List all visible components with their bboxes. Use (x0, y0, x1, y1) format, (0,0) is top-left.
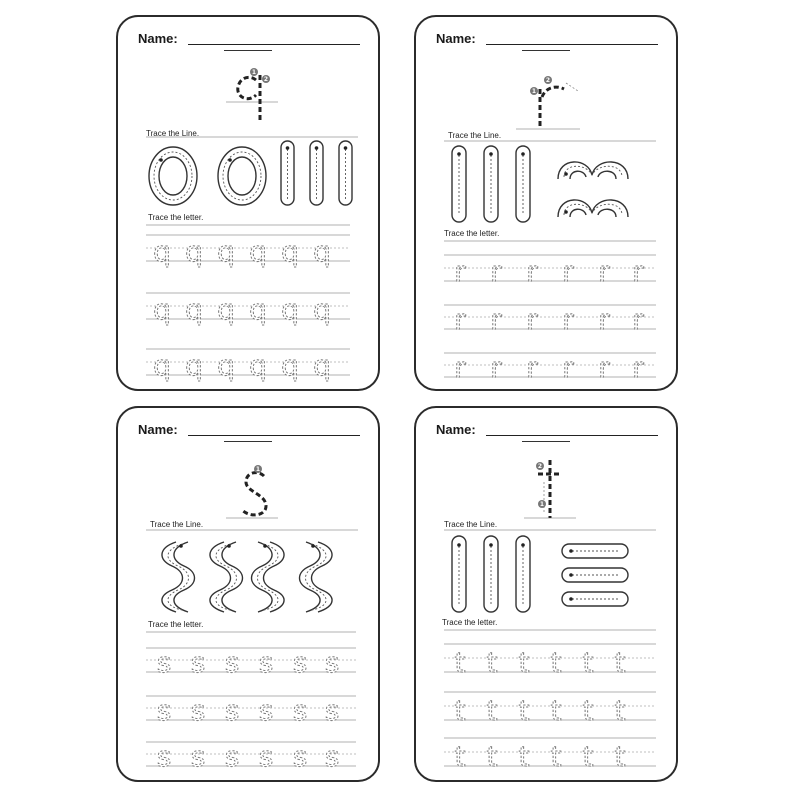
trace-letter[interactable]: s (324, 646, 340, 679)
trace-vertical-line[interactable] (281, 141, 294, 205)
worksheet-r-art (416, 17, 678, 391)
trace-letter[interactable]: q (313, 293, 331, 326)
worksheet-t-art (416, 408, 678, 782)
trace-letter[interactable]: s (324, 740, 340, 773)
trace-letter[interactable]: s (156, 694, 172, 727)
trace-letter[interactable]: s (324, 694, 340, 727)
trace-letter[interactable]: t (582, 646, 594, 679)
trace-letter[interactable]: s (292, 646, 308, 679)
trace-letter[interactable]: t (550, 740, 562, 773)
practice-row[interactable] (146, 694, 356, 727)
trace-letter[interactable]: t (454, 694, 466, 727)
trace-letter[interactable]: r (598, 303, 610, 336)
trace-letter[interactable]: q (185, 293, 203, 326)
trace-vertical-line[interactable] (484, 146, 498, 222)
practice-row[interactable] (444, 692, 656, 727)
trace-letter[interactable]: t (486, 740, 498, 773)
trace-line-label: Trace the Line. (448, 131, 502, 140)
demo-letter-s (226, 465, 278, 518)
trace-vertical-line[interactable] (452, 536, 466, 612)
step-number: 2 (263, 76, 269, 83)
practice-row[interactable] (444, 303, 656, 336)
trace-letter[interactable]: q (313, 235, 331, 268)
trace-letter[interactable]: r (562, 255, 574, 288)
name-label: Name: (436, 31, 476, 46)
trace-letter[interactable]: q (249, 235, 267, 268)
trace-vertical-line[interactable] (339, 141, 352, 205)
trace-horizontal-line[interactable] (562, 568, 628, 582)
trace-letter[interactable]: q (217, 235, 235, 268)
trace-arch-line[interactable] (558, 200, 628, 217)
trace-letter[interactable]: t (614, 740, 626, 773)
trace-letter[interactable]: r (562, 351, 574, 384)
trace-wavy-line[interactable] (300, 542, 333, 612)
trace-vertical-line[interactable] (516, 536, 530, 612)
trace-letter-label: Trace the letter. (148, 213, 204, 222)
trace-wavy-line[interactable] (210, 542, 243, 612)
trace-line-label: Trace the Line. (150, 520, 204, 529)
practice-row[interactable] (444, 738, 656, 773)
step-number: 1 (539, 501, 545, 508)
trace-line-label: Trace the Line. (444, 520, 498, 529)
step-number: 2 (545, 77, 551, 84)
trace-letter[interactable]: r (490, 351, 502, 384)
practice-row[interactable] (146, 740, 356, 773)
trace-letter[interactable]: s (156, 740, 172, 773)
trace-letter[interactable]: s (258, 694, 274, 727)
trace-letter[interactable]: r (632, 255, 644, 288)
practice-row[interactable] (146, 235, 350, 268)
trace-letter[interactable]: s (224, 694, 240, 727)
trace-horizontal-line[interactable] (562, 544, 628, 558)
trace-letter[interactable]: t (614, 646, 626, 679)
trace-letter[interactable]: r (490, 303, 502, 336)
trace-letter[interactable]: r (454, 303, 466, 336)
trace-letter[interactable]: t (486, 646, 498, 679)
trace-wavy-line[interactable] (252, 542, 285, 612)
practice-row[interactable] (146, 646, 356, 679)
trace-letter[interactable]: r (526, 303, 538, 336)
practice-row[interactable] (444, 351, 656, 384)
trace-letter[interactable]: t (518, 740, 530, 773)
trace-letter[interactable]: r (454, 351, 466, 384)
trace-letter[interactable]: t (454, 740, 466, 773)
practice-row[interactable] (146, 349, 350, 382)
step-number: 1 (255, 466, 261, 473)
trace-letter-label: Trace the letter. (444, 229, 500, 238)
demo-letter-t (524, 460, 576, 518)
trace-letter[interactable]: r (562, 303, 574, 336)
trace-letter[interactable]: q (249, 349, 267, 382)
trace-letter[interactable]: t (550, 694, 562, 727)
practice-row[interactable] (444, 255, 656, 288)
trace-letter[interactable]: q (281, 349, 299, 382)
trace-letter[interactable]: r (490, 255, 502, 288)
trace-letter[interactable]: r (526, 351, 538, 384)
name-label: Name: (138, 31, 178, 46)
trace-letter[interactable]: t (454, 646, 466, 679)
step-number: 1 (531, 88, 537, 95)
trace-oval[interactable] (149, 147, 197, 205)
trace-letter[interactable]: s (292, 740, 308, 773)
trace-letter[interactable]: t (486, 694, 498, 727)
worksheet-q-art (118, 17, 380, 391)
trace-letter-label: Trace the letter. (148, 620, 204, 629)
trace-letter[interactable]: t (518, 646, 530, 679)
trace-letter[interactable]: q (185, 235, 203, 268)
trace-letter[interactable]: s (258, 646, 274, 679)
trace-letter[interactable]: q (217, 349, 235, 382)
trace-letter[interactable]: t (614, 694, 626, 727)
trace-letter[interactable]: s (190, 646, 206, 679)
trace-letter[interactable]: q (281, 235, 299, 268)
name-label: Name: (436, 422, 476, 437)
trace-letter[interactable]: q (153, 235, 171, 268)
trace-letter[interactable]: r (526, 255, 538, 288)
trace-letter[interactable]: r (632, 303, 644, 336)
trace-letter[interactable]: q (281, 293, 299, 326)
trace-letter[interactable]: q (313, 349, 331, 382)
trace-vertical-line[interactable] (452, 146, 466, 222)
trace-arch-line[interactable] (558, 162, 628, 179)
trace-letter[interactable]: s (224, 646, 240, 679)
trace-letter[interactable]: q (153, 293, 171, 326)
trace-letter[interactable]: s (190, 740, 206, 773)
name-label: Name: (138, 422, 178, 437)
trace-letter-label: Trace the letter. (442, 618, 498, 627)
trace-letter[interactable]: s (156, 646, 172, 679)
trace-wavy-line[interactable] (162, 542, 195, 612)
worksheet-q (116, 15, 380, 391)
practice-row[interactable] (146, 293, 350, 326)
trace-letter[interactable]: s (292, 694, 308, 727)
trace-letter[interactable]: q (185, 349, 203, 382)
trace-line-label: Trace the Line. (146, 129, 200, 138)
trace-letter[interactable]: q (249, 293, 267, 326)
trace-oval[interactable] (218, 147, 266, 205)
trace-letter[interactable]: q (153, 349, 171, 382)
worksheet-t (414, 406, 678, 782)
trace-letter[interactable]: t (518, 694, 530, 727)
trace-horizontal-line[interactable] (562, 592, 628, 606)
trace-letter[interactable]: t (582, 740, 594, 773)
worksheet-s-art (118, 408, 380, 782)
step-number: 2 (537, 463, 543, 470)
trace-vertical-line[interactable] (484, 536, 498, 612)
trace-letter[interactable]: r (454, 255, 466, 288)
trace-letter[interactable]: q (217, 293, 235, 326)
trace-letter[interactable]: r (598, 255, 610, 288)
trace-letter[interactable]: s (258, 740, 274, 773)
demo-letter-r (516, 76, 580, 129)
trace-vertical-line[interactable] (310, 141, 323, 205)
demo-letter-q (226, 68, 278, 121)
worksheet-s (116, 406, 380, 782)
trace-letter[interactable]: t (550, 646, 562, 679)
trace-letter[interactable]: r (632, 351, 644, 384)
trace-letter[interactable]: t (582, 694, 594, 727)
trace-letter[interactable]: s (224, 740, 240, 773)
trace-letter[interactable]: r (598, 351, 610, 384)
trace-letter[interactable]: s (190, 694, 206, 727)
practice-row[interactable] (444, 644, 656, 679)
trace-vertical-line[interactable] (516, 146, 530, 222)
worksheet-r (414, 15, 678, 391)
step-number: 1 (251, 69, 257, 76)
